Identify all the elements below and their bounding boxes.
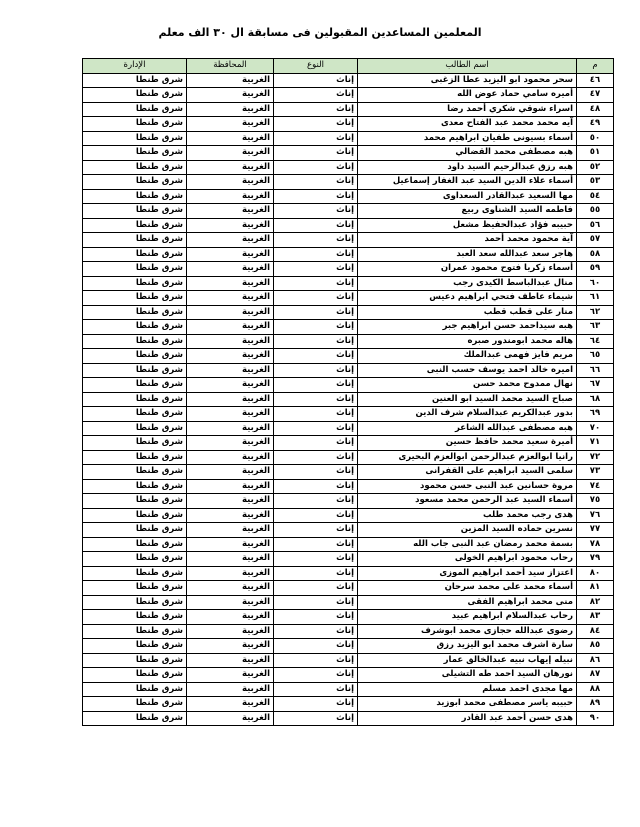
governorate-cell: الغربية — [187, 349, 274, 364]
table-row — [83, 653, 614, 668]
administration-cell: شرق طنطا — [83, 102, 187, 117]
governorate-cell: الغربية — [187, 175, 274, 190]
row-number: ٨٢ — [577, 595, 614, 610]
gender-cell: إناث — [274, 320, 358, 335]
row-number: ٨٠ — [577, 566, 614, 581]
governorate-cell: الغربية — [187, 494, 274, 509]
table-row — [83, 436, 614, 451]
administration-cell: شرق طنطا — [83, 421, 187, 436]
row-number: ٥٣ — [577, 175, 614, 190]
governorate-cell: الغربية — [187, 610, 274, 625]
row-number: ٥٧ — [577, 233, 614, 248]
table-row — [83, 189, 614, 204]
gender-cell: إناث — [274, 697, 358, 712]
row-number: ٨٨ — [577, 682, 614, 697]
table-row — [83, 494, 614, 509]
administration-cell: شرق طنطا — [83, 349, 187, 364]
governorate-cell: الغربية — [187, 363, 274, 378]
header-governorate: المحافظة — [187, 59, 274, 74]
row-number: ٦٥ — [577, 349, 614, 364]
governorate-cell: الغربية — [187, 508, 274, 523]
administration-cell: شرق طنطا — [83, 639, 187, 654]
gender-cell: إناث — [274, 436, 358, 451]
administration-cell: شرق طنطا — [83, 479, 187, 494]
administration-cell: شرق طنطا — [83, 552, 187, 567]
gender-cell: إناث — [274, 581, 358, 596]
governorate-cell: الغربية — [187, 595, 274, 610]
governorate-cell: الغربية — [187, 320, 274, 335]
header-number: م — [577, 59, 614, 74]
governorate-cell: الغربية — [187, 291, 274, 306]
gender-cell: إناث — [274, 668, 358, 683]
table-row — [83, 682, 614, 697]
administration-cell: شرق طنطا — [83, 711, 187, 726]
student-name: مها مجدى احمد مسلم — [358, 682, 577, 697]
table-row — [83, 305, 614, 320]
administration-cell: شرق طنطا — [83, 131, 187, 146]
student-name: هبه رزق عبدالرحيم السيد داود — [358, 160, 577, 175]
administration-cell: شرق طنطا — [83, 146, 187, 161]
row-number: ٥٢ — [577, 160, 614, 175]
table-row — [83, 421, 614, 436]
gender-cell: إناث — [274, 566, 358, 581]
student-name: اسراء شوقي شكري أحمد رضا — [358, 102, 577, 117]
gender-cell: إناث — [274, 508, 358, 523]
student-name: صباح السيد محمد السيد ابو العنين — [358, 392, 577, 407]
table-row — [83, 537, 614, 552]
governorate-cell: الغربية — [187, 146, 274, 161]
administration-cell: شرق طنطا — [83, 465, 187, 480]
gender-cell: إناث — [274, 653, 358, 668]
administration-cell: شرق طنطا — [83, 450, 187, 465]
administration-cell: شرق طنطا — [83, 682, 187, 697]
student-name: بسمة محمد رمضان عبد النبى جاب الله — [358, 537, 577, 552]
gender-cell: إناث — [274, 537, 358, 552]
row-number: ٦٢ — [577, 305, 614, 320]
student-name: سلمى السيد ابراهيم على القفرانى — [358, 465, 577, 480]
student-name: رضوى عبدالله حجازى محمد ابوشرف — [358, 624, 577, 639]
administration-cell: شرق طنطا — [83, 494, 187, 509]
administration-cell: شرق طنطا — [83, 508, 187, 523]
row-number: ٥١ — [577, 146, 614, 161]
administration-cell: شرق طنطا — [83, 523, 187, 538]
student-name: منار على قطب قطب — [358, 305, 577, 320]
governorate-cell: الغربية — [187, 407, 274, 422]
table-row — [83, 407, 614, 422]
governorate-cell: الغربية — [187, 305, 274, 320]
administration-cell: شرق طنطا — [83, 537, 187, 552]
row-number: ٥٩ — [577, 262, 614, 277]
row-number: ٧٩ — [577, 552, 614, 567]
gender-cell: إناث — [274, 88, 358, 103]
table-row — [83, 233, 614, 248]
administration-cell: شرق طنطا — [83, 697, 187, 712]
gender-cell: إناث — [274, 247, 358, 262]
row-number: ٤٧ — [577, 88, 614, 103]
gender-cell: إناث — [274, 305, 358, 320]
gender-cell: إناث — [274, 711, 358, 726]
row-number: ٧٥ — [577, 494, 614, 509]
student-name: رانيا ابوالعزم عبدالرحمن ابوالعزم البحيرى — [358, 450, 577, 465]
administration-cell: شرق طنطا — [83, 247, 187, 262]
table-row — [83, 160, 614, 175]
student-name: منى محمد ابراهيم الفقى — [358, 595, 577, 610]
table-row — [83, 363, 614, 378]
administration-cell: شرق طنطا — [83, 363, 187, 378]
gender-cell: إناث — [274, 349, 358, 364]
table-row — [83, 334, 614, 349]
table-row — [83, 668, 614, 683]
administration-cell: شرق طنطا — [83, 160, 187, 175]
gender-cell: إناث — [274, 146, 358, 161]
student-name: أسماء السيد عبد الرحمن محمد مسعود — [358, 494, 577, 509]
row-number: ٧٠ — [577, 421, 614, 436]
table-header-row — [83, 59, 614, 74]
table-row — [83, 320, 614, 335]
administration-cell: شرق طنطا — [83, 218, 187, 233]
administration-cell: شرق طنطا — [83, 262, 187, 277]
row-number: ٥٥ — [577, 204, 614, 219]
administration-cell: شرق طنطا — [83, 73, 187, 88]
administration-cell: شرق طنطا — [83, 436, 187, 451]
row-number: ٦٩ — [577, 407, 614, 422]
governorate-cell: الغربية — [187, 639, 274, 654]
governorate-cell: الغربية — [187, 262, 274, 277]
row-number: ٤٦ — [577, 73, 614, 88]
row-number: ٧٨ — [577, 537, 614, 552]
gender-cell: إناث — [274, 189, 358, 204]
gender-cell: إناث — [274, 117, 358, 132]
row-number: ٩٠ — [577, 711, 614, 726]
student-name: هدى رجب محمد طلب — [358, 508, 577, 523]
governorate-cell: الغربية — [187, 102, 274, 117]
student-name: رحاب عبدالسلام ابراهيم عبيد — [358, 610, 577, 625]
governorate-cell: الغربية — [187, 276, 274, 291]
student-name: حبيبه ياسر مصطفى محمد ابوزيد — [358, 697, 577, 712]
table-row — [83, 581, 614, 596]
administration-cell: شرق طنطا — [83, 378, 187, 393]
student-name: بدور عبدالكريم عبدالسلام شرف الدين — [358, 407, 577, 422]
gender-cell: إناث — [274, 639, 358, 654]
gender-cell: إناث — [274, 160, 358, 175]
row-number: ٦٣ — [577, 320, 614, 335]
student-name: فاطمه السيد الشناوى ربيع — [358, 204, 577, 219]
gender-cell: إناث — [274, 407, 358, 422]
table-row — [83, 610, 614, 625]
row-number: ٨٧ — [577, 668, 614, 683]
governorate-cell: الغربية — [187, 88, 274, 103]
table-row — [83, 523, 614, 538]
governorate-cell: الغربية — [187, 697, 274, 712]
student-name: سحر محمود ابو اليزيد عطا الزغبى — [358, 73, 577, 88]
student-name: منال عبدالباسط الكيدى رجب — [358, 276, 577, 291]
row-number: ٧٤ — [577, 479, 614, 494]
table-row — [83, 465, 614, 480]
governorate-cell: الغربية — [187, 189, 274, 204]
governorate-cell: الغربية — [187, 537, 274, 552]
governorate-cell: الغربية — [187, 131, 274, 146]
table-row — [83, 552, 614, 567]
table-row — [83, 218, 614, 233]
table-row — [83, 566, 614, 581]
row-number: ٦٧ — [577, 378, 614, 393]
table-row — [83, 697, 614, 712]
gender-cell: إناث — [274, 131, 358, 146]
gender-cell: إناث — [274, 276, 358, 291]
administration-cell: شرق طنطا — [83, 407, 187, 422]
student-name: آية محمود محمد أحمد — [358, 233, 577, 248]
administration-cell: شرق طنطا — [83, 392, 187, 407]
table-row — [83, 711, 614, 726]
gender-cell: إناث — [274, 233, 358, 248]
governorate-cell: الغربية — [187, 552, 274, 567]
administration-cell: شرق طنطا — [83, 581, 187, 596]
student-name: أسماء بسيونى طفيان ابراهيم محمد — [358, 131, 577, 146]
student-name: نسرين حماده السيد المزين — [358, 523, 577, 538]
student-name: حبيبه فؤاد عبدالحفيظ مشعل — [358, 218, 577, 233]
header-gender: النوع — [274, 59, 358, 74]
gender-cell: إناث — [274, 291, 358, 306]
gender-cell: إناث — [274, 102, 358, 117]
governorate-cell: الغربية — [187, 378, 274, 393]
governorate-cell: الغربية — [187, 334, 274, 349]
row-number: ٨١ — [577, 581, 614, 596]
student-name: أسماء زكريا فتوح محمود عمران — [358, 262, 577, 277]
student-name: سارة اشرف محمد ابو اليزيد رزق — [358, 639, 577, 654]
administration-cell: شرق طنطا — [83, 117, 187, 132]
student-name: هدى حسن أحمد عبد القادر — [358, 711, 577, 726]
table-row — [83, 508, 614, 523]
student-name: أسماء علاء الدين السيد عبد الغفار إسماعيل — [358, 175, 577, 190]
gender-cell: إناث — [274, 378, 358, 393]
governorate-cell: الغربية — [187, 668, 274, 683]
table-row — [83, 450, 614, 465]
administration-cell: شرق طنطا — [83, 175, 187, 190]
student-name: مها السعيد عبدالقادر السعداوى — [358, 189, 577, 204]
governorate-cell: الغربية — [187, 523, 274, 538]
administration-cell: شرق طنطا — [83, 88, 187, 103]
row-number: ٤٨ — [577, 102, 614, 117]
gender-cell: إناث — [274, 610, 358, 625]
table-row — [83, 247, 614, 262]
row-number: ٦٨ — [577, 392, 614, 407]
table-row — [83, 291, 614, 306]
student-name: مروة حسانين عبد النبى حسن محمود — [358, 479, 577, 494]
student-name: شيماء عاطف فتحي ابراهيم دعيس — [358, 291, 577, 306]
row-number: ٨٥ — [577, 639, 614, 654]
gender-cell: إناث — [274, 682, 358, 697]
table-row — [83, 378, 614, 393]
gender-cell: إناث — [274, 523, 358, 538]
table-row — [83, 595, 614, 610]
gender-cell: إناث — [274, 494, 358, 509]
governorate-cell: الغربية — [187, 581, 274, 596]
student-name: هبه مصطفى عبدالله الشاعر — [358, 421, 577, 436]
row-number: ٥٤ — [577, 189, 614, 204]
student-name: رحاب محمود ابراهيم الخولى — [358, 552, 577, 567]
table-row — [83, 479, 614, 494]
gender-cell: إناث — [274, 262, 358, 277]
row-number: ٦١ — [577, 291, 614, 306]
table-row — [83, 276, 614, 291]
student-name: اميره خالد احمد يوسف حسب النبى — [358, 363, 577, 378]
administration-cell: شرق طنطا — [83, 233, 187, 248]
table-row — [83, 146, 614, 161]
table-row — [83, 639, 614, 654]
row-number: ٨٣ — [577, 610, 614, 625]
governorate-cell: الغربية — [187, 421, 274, 436]
administration-cell: شرق طنطا — [83, 305, 187, 320]
table-row — [83, 349, 614, 364]
student-name: أميره سامي حماد عوض الله — [358, 88, 577, 103]
administration-cell: شرق طنطا — [83, 189, 187, 204]
governorate-cell: الغربية — [187, 218, 274, 233]
row-number: ٧١ — [577, 436, 614, 451]
student-name: أميرة سعيد محمد حافظ حسين — [358, 436, 577, 451]
student-name: هاله محمد ابومندور صبره — [358, 334, 577, 349]
student-name: اعتزاز سيد أحمد ابراهيم الموزى — [358, 566, 577, 581]
governorate-cell: الغربية — [187, 566, 274, 581]
governorate-cell: الغربية — [187, 465, 274, 480]
row-number: ٦٦ — [577, 363, 614, 378]
row-number: ٧٦ — [577, 508, 614, 523]
row-number: ٧٢ — [577, 450, 614, 465]
student-name: نهال ممدوح محمد حسن — [358, 378, 577, 393]
student-name: هبه سيداحمد حسن ابراهيم جبر — [358, 320, 577, 335]
row-number: ٨٦ — [577, 653, 614, 668]
administration-cell: شرق طنطا — [83, 668, 187, 683]
student-name: نبيله إيهاب نبيه عبدالخالق عمار — [358, 653, 577, 668]
row-number: ٥٨ — [577, 247, 614, 262]
student-name: آيه محمد محمد عبد الفتاح معدى — [358, 117, 577, 132]
student-name: هاجر سعد عبدالله سعد العبد — [358, 247, 577, 262]
header-administration: الإدارة — [83, 59, 187, 74]
gender-cell: إناث — [274, 334, 358, 349]
row-number: ٨٩ — [577, 697, 614, 712]
header-student-name: اسم الطالب — [358, 59, 577, 74]
student-name: مريم فايز فهمى عبدالملك — [358, 349, 577, 364]
administration-cell: شرق طنطا — [83, 610, 187, 625]
table-row — [83, 175, 614, 190]
table-row — [83, 204, 614, 219]
administration-cell: شرق طنطا — [83, 566, 187, 581]
governorate-cell: الغربية — [187, 247, 274, 262]
table-row — [83, 117, 614, 132]
gender-cell: إناث — [274, 204, 358, 219]
governorate-cell: الغربية — [187, 653, 274, 668]
governorate-cell: الغربية — [187, 117, 274, 132]
accepted-teachers-table — [82, 58, 614, 726]
gender-cell: إناث — [274, 595, 358, 610]
governorate-cell: الغربية — [187, 682, 274, 697]
governorate-cell: الغربية — [187, 436, 274, 451]
table-body — [83, 73, 614, 726]
row-number: ٦٠ — [577, 276, 614, 291]
table-row — [83, 102, 614, 117]
administration-cell: شرق طنطا — [83, 204, 187, 219]
gender-cell: إناث — [274, 450, 358, 465]
row-number: ٧٧ — [577, 523, 614, 538]
gender-cell: إناث — [274, 392, 358, 407]
governorate-cell: الغربية — [187, 392, 274, 407]
table-row — [83, 624, 614, 639]
governorate-cell: الغربية — [187, 450, 274, 465]
administration-cell: شرق طنطا — [83, 653, 187, 668]
row-number: ٥٠ — [577, 131, 614, 146]
gender-cell: إناث — [274, 73, 358, 88]
table-row — [83, 73, 614, 88]
administration-cell: شرق طنطا — [83, 624, 187, 639]
governorate-cell: الغربية — [187, 73, 274, 88]
row-number: ٧٣ — [577, 465, 614, 480]
administration-cell: شرق طنطا — [83, 320, 187, 335]
governorate-cell: الغربية — [187, 204, 274, 219]
row-number: ٦٤ — [577, 334, 614, 349]
gender-cell: إناث — [274, 552, 358, 567]
row-number: ٨٤ — [577, 624, 614, 639]
administration-cell: شرق طنطا — [83, 291, 187, 306]
gender-cell: إناث — [274, 465, 358, 480]
gender-cell: إناث — [274, 624, 358, 639]
gender-cell: إناث — [274, 479, 358, 494]
row-number: ٥٦ — [577, 218, 614, 233]
student-name: نورهان السيد احمد طه التشيلى — [358, 668, 577, 683]
student-name: أسماء محمد على محمد سرحان — [358, 581, 577, 596]
page-title: المعلمين المساعدين المقبولين فى مسابقة ال ٣٠ الف معلم — [158, 26, 482, 39]
governorate-cell: الغربية — [187, 711, 274, 726]
gender-cell: إناث — [274, 421, 358, 436]
governorate-cell: الغربية — [187, 233, 274, 248]
gender-cell: إناث — [274, 175, 358, 190]
row-number: ٤٩ — [577, 117, 614, 132]
gender-cell: إناث — [274, 218, 358, 233]
governorate-cell: الغربية — [187, 160, 274, 175]
administration-cell: شرق طنطا — [83, 595, 187, 610]
administration-cell: شرق طنطا — [83, 334, 187, 349]
gender-cell: إناث — [274, 363, 358, 378]
table-row — [83, 262, 614, 277]
governorate-cell: الغربية — [187, 479, 274, 494]
table-row — [83, 392, 614, 407]
administration-cell: شرق طنطا — [83, 276, 187, 291]
student-name: هبه مصطفى محمد القضالي — [358, 146, 577, 161]
table-row — [83, 88, 614, 103]
governorate-cell: الغربية — [187, 624, 274, 639]
table-row — [83, 131, 614, 146]
